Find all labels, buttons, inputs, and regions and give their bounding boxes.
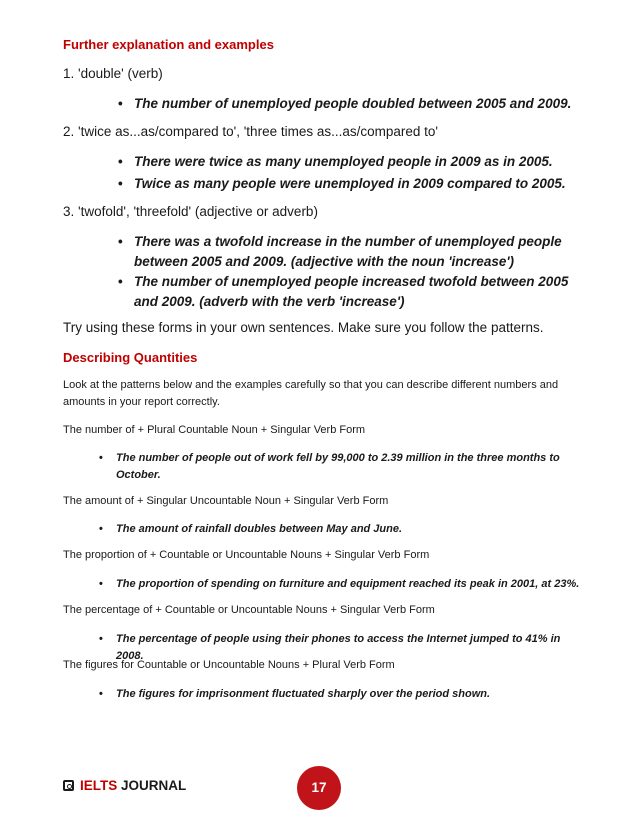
bullet-text: There was a twofold increase in the number of unemployed people between 2005 and 2009. (adjective with the noun 'increase') bbox=[134, 234, 562, 269]
logo-journal-text: JOURNAL bbox=[121, 778, 187, 793]
section-heading-describing-quantities: Describing Quantities bbox=[63, 350, 198, 365]
closing-line: Try using these forms in your own sentences. Make sure you follow the patterns. bbox=[63, 320, 544, 335]
page-number-badge: 17 bbox=[297, 766, 341, 810]
example-text: The figures for imprisonment fluctuated sharply over the period shown. bbox=[116, 688, 491, 700]
bullet-text: The number of unemployed people doubled between 2005 and 2009. bbox=[134, 96, 572, 111]
section-heading-further-explanation: Further explanation and examples bbox=[63, 37, 274, 52]
pattern-rule: The amount of + Singular Uncountable Noun + Singular Verb Form bbox=[63, 495, 389, 507]
bullet-text: The number of unemployed people increased twofold between 2005 and 2009. (adverb with the verb 'increase') bbox=[134, 274, 569, 309]
bullet-text: Twice as many people were unemployed in 2009 compared to 2005. bbox=[134, 176, 566, 191]
example-text: The number of people out of work fell by 99,000 to 2.39 million in the three months to October. bbox=[116, 452, 560, 481]
pattern-rule: The number of + Plural Countable Noun + Singular Verb Form bbox=[63, 424, 366, 436]
bullet-text: There were twice as many unemployed people in 2009 as in 2005. bbox=[134, 154, 553, 169]
logo-ielts-text: IELTS bbox=[80, 778, 118, 793]
example-text: The percentage of people using their phones to access the Internet jumped to 41% in 2008. bbox=[116, 633, 561, 662]
item-title-1: 1. 'double' (verb) bbox=[63, 66, 163, 81]
example-text: The proportion of spending on furniture and equipment reached its peak in 2001, at 23%. bbox=[116, 578, 580, 590]
ielts-journal-logo[interactable] bbox=[63, 778, 186, 793]
intro-paragraph: Look at the patterns below and the examples carefully so that you can describe different numbers and amounts in your report correctly. bbox=[63, 379, 559, 408]
example-text: The amount of rainfall doubles between May and June. bbox=[116, 523, 403, 535]
pattern-rule: The percentage of + Countable or Uncountable Nouns + Singular Verb Form bbox=[63, 604, 435, 616]
instagram-icon bbox=[63, 780, 74, 791]
pattern-rule: The figures for Countable or Uncountable Nouns + Plural Verb Form bbox=[63, 659, 395, 671]
document-page: Further explanation and examples 1. 'double' (verb) • The number of unemployed people doubled between 2005 and 2009. 2. 'twice as...as/compared to', 'three times as...as/compared to' • There were twice as many unemployed people in 2009 as in 2005. • Twice as many people were unemployed in 2009 compared to 2005. 3. 'twofold', 'threefold' (adjective or adverb) • There was a twofold increase in the number of unemployed people between 2005 and 2009. (adjective with the noun 'increase') • The number of unemployed people increased twofold between 2005 and 2009. (adverb with the verb 'increase') Try using these forms in your own sentences. Make sure you follow the patterns. Describing Quantities Look at the patterns below and the examples carefully so that you can describe different numbers and amounts in your report correctly. The number of + Plural Countable Noun + Singular Verb Form • The number of people out of work fell by 99,000 to 2.39 million in the three months to October. The amount of + Singular Uncountable Noun + Singular Verb Form • The amount of rainfall doubles between May and June. The proportion of + Countable or Uncountable Nouns + Singular Verb Form • The proportion of spending on furniture and equipment reached its peak in 2001, at 23%. The percentage of + Countable or Uncountable Nouns + Singular Verb Form • The percentage of people using their phones to access the Internet jumped to 41% in 2008. The figures for Countable or Uncountable Nouns + Plural Verb Form • The figures for imprisonment fluctuated sharply over the period shown. IELTS JOURNAL 17 bbox=[0, 0, 638, 826]
pattern-rule: The proportion of + Countable or Uncountable Nouns + Singular Verb Form bbox=[63, 549, 430, 561]
item-title-3: 3. 'twofold', 'threefold' (adjective or adverb) bbox=[63, 204, 318, 219]
item-title-2: 2. 'twice as...as/compared to', 'three times as...as/compared to' bbox=[63, 124, 438, 139]
